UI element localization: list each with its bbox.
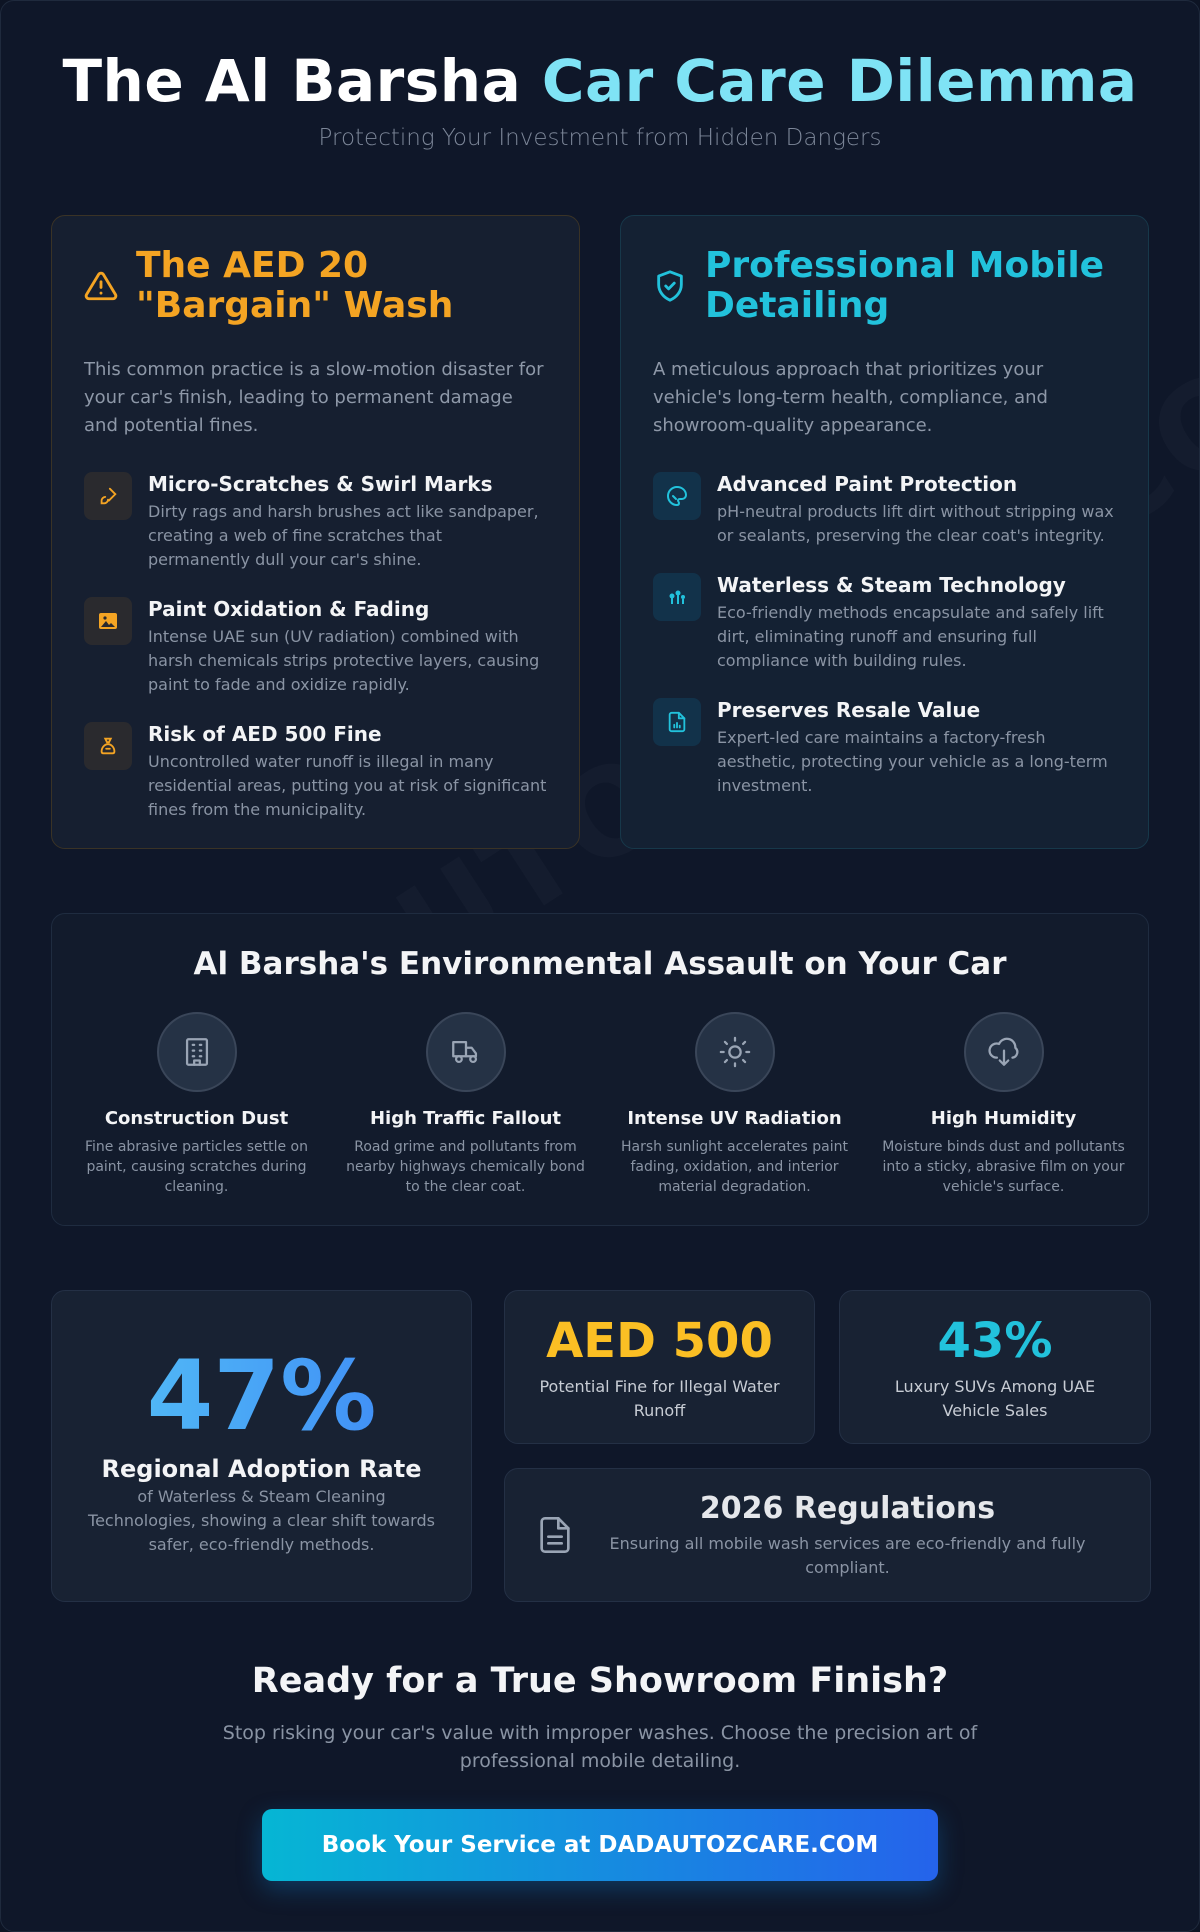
item-title: Waterless & Steam Technology xyxy=(717,573,1066,597)
env-factor-name: Intense UV Radiation xyxy=(627,1108,842,1129)
env-factor-description: Fine abrasive particles settle on paint, causing scratches during cleaning. xyxy=(84,1139,308,1195)
cta-title: Ready for a True Showroom Finish? xyxy=(251,1661,949,1701)
item-title: Advanced Paint Protection xyxy=(717,472,1018,496)
cloud-download-icon xyxy=(964,1012,1044,1092)
item-title: Paint Oxidation & Fading xyxy=(148,597,430,621)
item-description: Dirty rags and harsh brushes act like sandpaper, creating a web of fine scratches that permanently dull your car's shine. xyxy=(148,502,539,569)
item-description: Uncontrolled water runoff is illegal in many residential areas, putting you at risk of significant fines from the municipality. xyxy=(148,752,547,819)
env-factor-name: High Traffic Fallout xyxy=(369,1108,562,1129)
item-description: pH-neutral products lift dirt without stripping wax or sealants, preserving the clear coat's integrity. xyxy=(717,502,1114,545)
list-item xyxy=(653,698,1116,798)
suv-stat-label: Luxury SUVs Among UAE Vehicle Sales xyxy=(894,1377,1096,1420)
env-factor xyxy=(74,1012,319,1197)
env-factor-name: High Humidity xyxy=(930,1108,1077,1129)
env-factor-description: Moisture binds dust and pollutants into a sticky, abrasive film on your vehicle's surface. xyxy=(882,1139,1125,1195)
book-service-button[interactable]: Book Your Service at DADAUTOZCARE.COM xyxy=(262,1809,938,1881)
fine-stat-label: Potential Fine for Illegal Water Runoff xyxy=(539,1377,780,1420)
title-part-2: Car Care Dilemma xyxy=(541,47,1138,115)
env-factor xyxy=(881,1012,1126,1197)
item-description: Eco-friendly methods encapsulate and safely lift dirt, eliminating runoff and ensuring full compliance with building rules. xyxy=(717,603,1104,670)
page-title xyxy=(1,47,1199,115)
item-title: Micro-Scratches & Swirl Marks xyxy=(148,472,493,496)
professional-detailing-description: A meticulous approach that prioritizes your vehicle's long-term health, compliance, and showroom-quality appearance. xyxy=(653,359,1048,436)
fine-stat-value: AED 500 xyxy=(546,1313,773,1369)
fine-stat-card xyxy=(504,1290,815,1444)
regulations-description: Ensuring all mobile wash services are eco-friendly and fully compliant. xyxy=(609,1533,1086,1577)
item-title: Risk of AED 500 Fine xyxy=(148,722,382,746)
call-to-action xyxy=(1,1661,1199,1881)
building-icon xyxy=(157,1012,237,1092)
shield-check-icon xyxy=(653,269,687,303)
brush-icon xyxy=(84,472,132,520)
chart-document-icon xyxy=(653,698,701,746)
money-bag-icon xyxy=(84,722,132,770)
env-factor-description: Harsh sunlight accelerates paint fading, oxidation, and interior material degradation. xyxy=(621,1139,848,1195)
regulations-text xyxy=(575,1491,1150,1580)
list-item xyxy=(653,573,1116,673)
bargain-wash-header xyxy=(84,246,547,326)
cta-description: Stop risking your car's value with improper washes. Choose the precision art of professional mobile detailing. xyxy=(222,1722,978,1772)
sun-icon xyxy=(695,1012,775,1092)
professional-detailing-header xyxy=(653,246,1116,326)
regulations-title: 2026 Regulations xyxy=(699,1490,996,1526)
comparison-section xyxy=(51,215,1149,849)
bargain-wash-description: This common practice is a slow-motion disaster for your car's finish, leading to permanent damage and potential fines. xyxy=(84,359,544,436)
adoption-rate-label: Regional Adoption Rate xyxy=(101,1455,422,1483)
suv-stat-value: 43% xyxy=(937,1313,1053,1369)
list-item xyxy=(84,472,547,572)
item-description: Expert-led care maintains a factory-fresh aesthetic, protecting your vehicle as a long-term investment. xyxy=(717,728,1108,795)
item-title: Preserves Resale Value xyxy=(717,698,981,722)
palette-icon xyxy=(653,472,701,520)
professional-detailing-panel xyxy=(620,215,1149,849)
droplets-icon xyxy=(653,573,701,621)
environmental-section xyxy=(51,913,1149,1226)
list-item xyxy=(84,722,547,822)
item-description: Intense UAE sun (UV radiation) combined with harsh chemicals strips protective layers, causing paint to fade and oxidize rapidly. xyxy=(148,627,540,694)
env-factor-description: Road grime and pollutants from nearby highways chemically bond to the clear coat. xyxy=(346,1139,585,1195)
bargain-wash-panel xyxy=(51,215,580,849)
env-factor xyxy=(612,1012,857,1197)
adoption-rate-description: of Waterless & Steam Cleaning Technologies, showing a clear shift towards safer, eco-friendly methods. xyxy=(88,1487,435,1554)
bargain-wash-title: The AED 20 "Bargain" Wash xyxy=(136,245,454,326)
env-factor-name: Construction Dust xyxy=(104,1108,289,1129)
adoption-rate-value: 47% xyxy=(52,1341,471,1451)
page-subtitle: Protecting Your Investment from Hidden Dangers xyxy=(318,125,882,151)
truck-icon xyxy=(426,1012,506,1092)
image-icon xyxy=(84,597,132,645)
document-icon xyxy=(535,1515,575,1555)
environmental-title: Al Barsha's Environmental Assault on Your Car xyxy=(193,946,1007,982)
adoption-rate-card xyxy=(51,1290,472,1602)
regulations-card xyxy=(504,1468,1151,1602)
list-item xyxy=(84,597,547,697)
warning-icon xyxy=(84,269,118,303)
title-part-1: The Al Barsha xyxy=(62,47,522,115)
header xyxy=(1,1,1199,151)
suv-stat-card xyxy=(839,1290,1151,1444)
env-factor xyxy=(343,1012,588,1197)
list-item xyxy=(653,472,1116,548)
professional-detailing-title: Professional Mobile Detailing xyxy=(705,245,1105,326)
environmental-factors xyxy=(52,1012,1148,1197)
